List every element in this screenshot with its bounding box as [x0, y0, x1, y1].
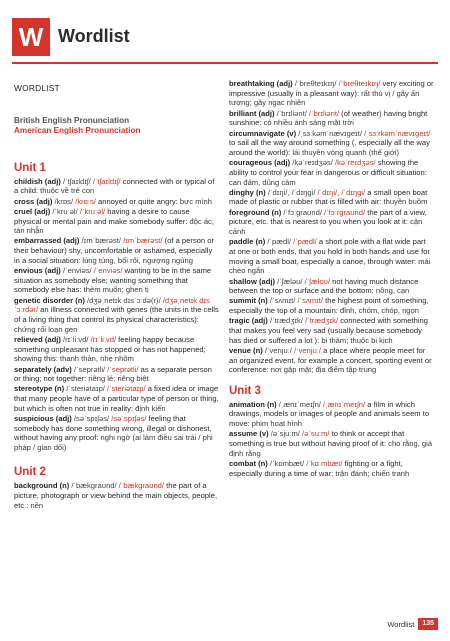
- wordlist-entry: [14, 207, 219, 236]
- ipa-american: /ˈenviəs/: [93, 266, 123, 276]
- vietnamese-translation: nơi gặp mặt; địa điểm tập trung: [270, 365, 377, 375]
- headword: shallow (adj): [229, 276, 275, 286]
- vietnamese-translation: có nhiều ánh sáng mặt trời: [263, 118, 354, 128]
- definition: feeling happy because something unpleasant has stopped or has not happened; showing this:: [14, 334, 206, 364]
- vietnamese-translation: thuộc về trẻ con: [40, 186, 95, 196]
- vietnamese-translation: thuyền buồm: [383, 197, 428, 207]
- headword: envious (adj): [14, 266, 61, 276]
- headword: circumnavigate (v): [229, 128, 297, 138]
- unit-heading-1: Unit 1: [14, 161, 46, 174]
- ipa-american: /ˈbreθteɪkɪŋ/: [338, 79, 381, 88]
- vietnamese-translation: nông, cạn: [375, 286, 410, 296]
- vietnamese-translation: cho rằng, giả định rằng: [229, 438, 433, 458]
- ipa-british: /rɪˈliːvd/: [60, 334, 91, 344]
- vietnamese-translation: rất thú vị / gây ấn tượng; gây ngạc nhiên: [229, 88, 420, 108]
- ipa-american: /ˈtʃaɪldɪʃ/: [92, 176, 121, 186]
- headword: combat (n): [229, 458, 268, 468]
- wordlist-entry: [14, 481, 219, 510]
- wordlist-entry: [229, 188, 434, 207]
- headword: venue (n): [229, 345, 263, 355]
- left-column: [14, 84, 219, 511]
- ipa-british: /ˈsʌmɪt/: [267, 296, 298, 306]
- vietnamese-translation: định kiến: [135, 403, 166, 413]
- vietnamese-translation: can đảm, dũng cảm: [229, 177, 296, 187]
- headword: childish (adj): [14, 176, 61, 186]
- wordlist-entry: [229, 316, 434, 345]
- ipa-american: /krɑːs/: [75, 196, 96, 206]
- ipa-british: /ˈfɔːɡraʊnd/: [281, 207, 325, 217]
- headword: paddle (n): [229, 237, 266, 247]
- vietnamese-translation: đỉnh, chóm, chóp, ngọn: [340, 306, 419, 316]
- ipa-british: /ˈsteriətaɪp/: [64, 384, 108, 394]
- unit-heading-2: Unit 2: [14, 466, 46, 479]
- definition: the part of a picture, photograph or view behind the main objects, people, etc.:: [14, 481, 218, 510]
- ipa-british: /ɪmˈbærəst/: [79, 236, 124, 246]
- wordlist-entry: [229, 158, 434, 187]
- page-header: [12, 18, 438, 54]
- wordlist-entry: [14, 365, 219, 384]
- definition: (of weather) having bright sunshine:: [229, 108, 428, 128]
- definition: showing the ability to control your fear in dangerous or difficult situation:: [229, 158, 427, 177]
- vietnamese-translation: lái thuyền vòng quanh (thế giới): [292, 147, 400, 157]
- headword: stereotype (n): [14, 384, 65, 394]
- wordlist-entry: [14, 335, 219, 364]
- wordlist-entry: [229, 296, 434, 315]
- headword: suspicious (adj): [14, 414, 72, 424]
- wordlist-logo-icon: W: [12, 18, 50, 56]
- wordlist-entry: [229, 277, 434, 296]
- ipa-british: /ˈkɒmbæt/: [267, 458, 307, 468]
- definition: having a desire to cause physical or mental pain and make somebody suffer:: [14, 206, 190, 226]
- ipa-british: /ˈdɪŋi/, /ˈdɪŋɡi/: [265, 187, 318, 197]
- ipa-british: /ˈbreθteɪkɪŋ/: [292, 79, 339, 88]
- vietnamese-translation: phim hoạt hình: [251, 419, 303, 428]
- headword: cruel (adj): [14, 206, 51, 216]
- wordlist-entry: [229, 79, 434, 108]
- definition: annoyed or quite angry:: [95, 196, 180, 206]
- definition: wanting to be in the same situation as somebody else; wanting something that somebody else has:: [14, 266, 212, 295]
- ipa-american: /ˈtrædʒɪk/: [305, 316, 339, 326]
- ipa-american: /ˈdɪŋi/, /ˈdɪŋɡi/: [317, 187, 366, 197]
- ipa-british: /krɒs/: [52, 196, 76, 206]
- ipa-british: /ˌænɪˈmeɪʃn/: [276, 399, 324, 409]
- definition: as a separate person or thing; not together:: [14, 364, 212, 384]
- definition: a small open boat made of plastic or rubber that is filled with air:: [229, 187, 428, 207]
- headword: embarrassed (adj): [14, 236, 80, 246]
- definition: (of a person or their behaviour) shy, uncomfortable or ashamed, especially in a social situation:: [14, 236, 214, 265]
- ipa-american: /ˈseprətli/: [107, 364, 139, 374]
- header-divider: [12, 62, 438, 64]
- definition: not having much distance between the top or surface and the bottom:: [229, 276, 419, 296]
- headword: dinghy (n): [229, 187, 266, 197]
- ipa-british: /ˈbækɡraʊnd/: [69, 481, 119, 491]
- footer-label: Wordlist: [387, 619, 415, 629]
- wordlist-entry: [229, 237, 434, 276]
- definition: the highest point of something, especially the top of a mountain:: [229, 296, 429, 316]
- definition: very exciting or impressive (usually in a pleasant way):: [229, 79, 434, 98]
- headword: brilliant (adj): [229, 108, 275, 118]
- ipa-american: /kəˈreɪdʒəs/: [335, 158, 376, 168]
- ipa-american: /səˈspɪʃəs/: [111, 414, 147, 424]
- ipa-british: /dʒəˌnetɪk dɪsˈɔːdə(r)/: [84, 295, 163, 305]
- wordlist-entry: [229, 459, 434, 478]
- ipa-american: /əˈsuːm/: [302, 429, 330, 439]
- definition: to think or accept that something is true but without having proof of it:: [229, 429, 405, 448]
- headword: foreground (n): [229, 207, 282, 217]
- wordlist-entry: [14, 266, 219, 295]
- vietnamese-translation: mái chèo ngắn: [229, 256, 431, 276]
- ipa-american: /ˈkɑːmbæt/: [306, 458, 343, 468]
- legend-american-pronunciation: American English Pronunciation: [14, 126, 141, 136]
- wordlist-entry: [229, 109, 434, 128]
- wordlist-entry: [14, 414, 219, 453]
- headword: cross (adj): [14, 196, 53, 206]
- ipa-british: /səˈspɪʃəs/: [71, 414, 112, 424]
- vietnamese-translation: chứng rối loạn gen: [14, 324, 78, 334]
- ipa-american: /ɪmˈbærəst/: [123, 236, 163, 246]
- ipa-british: /ˈtrædʒɪk/: [267, 316, 306, 326]
- ipa-american: /ˌsɜːrkəmˈnævɪɡeɪt/: [364, 128, 431, 138]
- wordlist-entry: [229, 129, 434, 158]
- ipa-american: /ˈfɔːrɡraʊnd/: [324, 207, 366, 217]
- wordlist-entry: [229, 400, 434, 429]
- headword: assume (v): [229, 429, 269, 439]
- definition: the part of a view, picture, etc. that is nearest to you when you look at it:: [229, 207, 427, 227]
- right-column: [229, 79, 434, 479]
- ipa-american: /rɪˈliːvd/: [90, 334, 117, 344]
- ipa-american: /ˌænɪˈmeɪʃn/: [323, 399, 366, 409]
- ipa-american: /ˈsteriətaɪp/: [107, 384, 146, 394]
- unit-2-entries-right: [229, 79, 434, 375]
- headword: tragic (adj): [229, 316, 268, 326]
- wordlist-entry: [14, 236, 219, 265]
- headword: animation (n): [229, 399, 277, 409]
- wordlist-entry: [14, 384, 219, 413]
- definition: an illness connected with genes (the units in the cells of a living thing that control its physical characteristics):: [14, 305, 219, 325]
- wordlist-entry: [229, 346, 434, 375]
- unit-heading-3: Unit 3: [229, 384, 261, 397]
- vietnamese-translation: nghi ngờ (ai làm điều sai trái / phi pháp / gian dối): [14, 433, 213, 453]
- ipa-british: /kəˈreɪdʒəs/: [290, 158, 336, 168]
- definition: a place where people meet for an organized event, for example a concert, sporting event or conference:: [229, 345, 432, 375]
- ipa-american: /dʒəˌnetɪk dɪsˈɔːrdər/: [14, 295, 210, 315]
- wordlist-entry: [229, 208, 434, 237]
- definition: to sail all the way around something (, especially all the way around the world):: [229, 138, 430, 157]
- headword: separately (adv): [14, 364, 72, 374]
- ipa-american: /ˈʃæloʊ/: [304, 276, 331, 286]
- ipa-american: /ˈpædl/: [293, 237, 317, 247]
- definition: a short pole with a flat wide part at one or both ends, that you hold in both hands and use for moving a small boat, especially a canoe, through water:: [229, 237, 430, 266]
- vietnamese-translation: nền: [30, 500, 44, 510]
- unit-1-entries: [14, 177, 219, 453]
- unit-3-entries: [229, 400, 434, 479]
- headword: courageous (adj): [229, 158, 291, 168]
- vietnamese-translation: thanh thản, nhẹ nhõm: [60, 354, 134, 364]
- ipa-british: /əˈsjuːm/: [268, 429, 303, 439]
- vietnamese-translation: cận cảnh: [229, 217, 423, 237]
- ipa-british: /ˈpædl/: [265, 237, 294, 247]
- ipa-british: /ˌsɜːkəmˈnævɪɡeɪt/: [296, 128, 365, 138]
- vietnamese-translation: bực mình: [179, 196, 213, 206]
- ipa-american: /ˈbrɪliənt/: [308, 108, 340, 118]
- ipa-british: /ˈseprətli/: [71, 364, 108, 374]
- headword: background (n): [14, 481, 70, 491]
- ipa-american: /ˈvenjuː/: [294, 345, 322, 355]
- definition: a fixed idea or image that many people have of a particular type of person or thing, but which is often not true in reality:: [14, 384, 219, 413]
- ipa-american: /ˈsʌmɪt/: [297, 296, 323, 306]
- vietnamese-translation: riêng lẻ; riêng biệt: [88, 374, 149, 384]
- ipa-american: /ˈbækɡraʊnd/: [118, 481, 165, 491]
- ipa-british: /ˈkruːəl/: [50, 206, 80, 216]
- definition: connected with something that makes you feel very sad (usually because somebody has died or suffered a lot ):: [229, 316, 428, 345]
- vietnamese-translation: bi thảm; thuộc bi kịch: [321, 335, 393, 345]
- ipa-american: /ˈkruːəl/: [79, 206, 106, 216]
- section-label: WORDLIST: [14, 83, 60, 93]
- ipa-british: /ˈʃæləʊ/: [275, 276, 305, 286]
- vietnamese-translation: độc ác, tàn nhẫn: [14, 216, 214, 236]
- definition: fighting or a fight, especially during a time of war:: [229, 458, 403, 478]
- wordlist-entry: [14, 177, 219, 196]
- vietnamese-translation: thèm muốn; ghen tị: [83, 285, 149, 295]
- ipa-british: /ˈtʃaɪldɪʃ/: [60, 176, 93, 186]
- headword: genetic disorder (n): [14, 295, 85, 305]
- vietnamese-translation: lúng túng, bối rối, ngượng ngùng: [82, 255, 193, 265]
- ipa-british: /ˈenviəs/: [60, 266, 94, 276]
- headword: relieved (adj): [14, 334, 61, 344]
- definition: feeling that somebody has done something wrong, illegal or dishonest, without having any proof:: [14, 414, 212, 443]
- headword: summit (n): [229, 296, 268, 306]
- unit-2-entries-left: [14, 481, 219, 510]
- headword: breathtaking (adj): [229, 79, 293, 88]
- vietnamese-translation: trận đánh; chiến tranh: [335, 468, 410, 478]
- definition: connected with or typical of a child:: [14, 176, 215, 196]
- wordlist-entry: [14, 197, 219, 207]
- page-title: Wordlist: [58, 26, 130, 46]
- ipa-british: /ˈbrɪliənt/: [274, 108, 309, 118]
- page-number: 135: [418, 618, 438, 630]
- legend-british-pronunciation: British English Pronunciation: [14, 115, 130, 125]
- definition: a film in which drawings, models or images of people and animals seem to move:: [229, 399, 430, 428]
- page-footer: [387, 618, 438, 630]
- wordlist-entry: [14, 296, 219, 335]
- ipa-british: /ˈvenjuː/: [262, 345, 294, 355]
- wordlist-entry: [229, 429, 434, 458]
